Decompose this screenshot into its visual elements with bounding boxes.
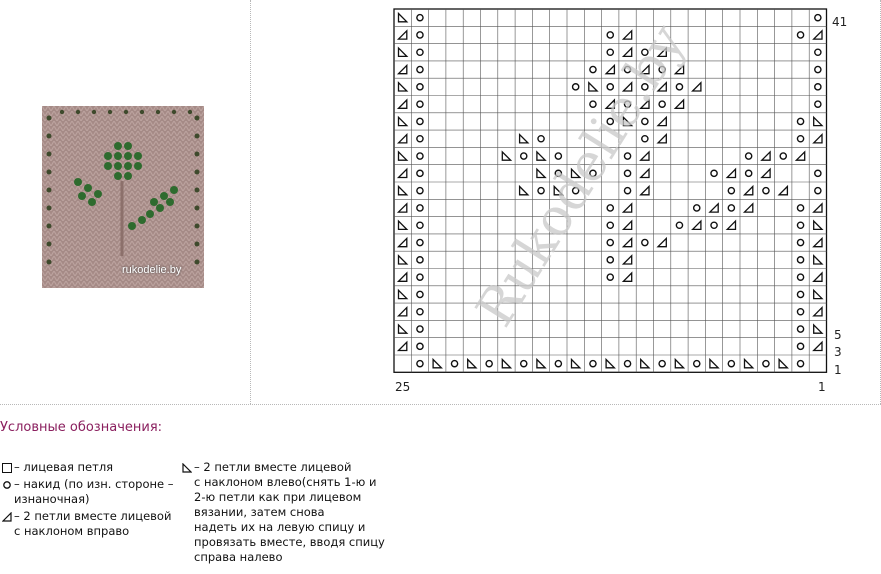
legend-title: Условные обозначения:: [0, 420, 163, 435]
row-label-41: 41: [832, 15, 848, 29]
chart-watermark: Rukodelie.by: [465, 14, 698, 337]
triangle-right-slant-icon: [0, 509, 14, 524]
legend-text-k2tog-right: – 2 петли вместе лицевой с наклоном вправо: [14, 509, 172, 538]
legend-column-right: [180, 460, 390, 565]
legend-text-yarn-over: – накид (по изн. стороне – изнаночная): [14, 477, 174, 506]
chart-grid: [394, 9, 827, 372]
triangle-left-slant-icon: [180, 460, 194, 475]
legend-text-k2tog-left: – 2 петли вместе лицевой с наклоном влево(снять 1-ю и 2-ю петли как при лицевом вязании, затем снова надеть их на левую спицу и провязать вместе, вводя спицу справа налево: [194, 460, 385, 564]
legend-column-left: [0, 460, 175, 539]
photo-caption: rukodelie.by: [122, 264, 182, 276]
legend-item-k2tog-left: [180, 460, 390, 565]
row-label-5: 5: [834, 328, 842, 342]
legend-text-knit: – лицевая петля: [14, 460, 114, 474]
row-label-1: 1: [834, 363, 842, 377]
section-divider: [0, 404, 881, 405]
chart-border: [394, 9, 827, 372]
legend-item-k2tog-right: [0, 509, 175, 539]
legend-item-yarn-over: [0, 477, 175, 507]
circle-icon: [0, 477, 14, 492]
row-label-3: 3: [834, 345, 842, 359]
column-label-1: 1: [818, 380, 826, 394]
legend-item-knit: [0, 460, 175, 475]
column-label-25: 25: [395, 380, 411, 394]
empty-square-icon: [0, 460, 14, 475]
